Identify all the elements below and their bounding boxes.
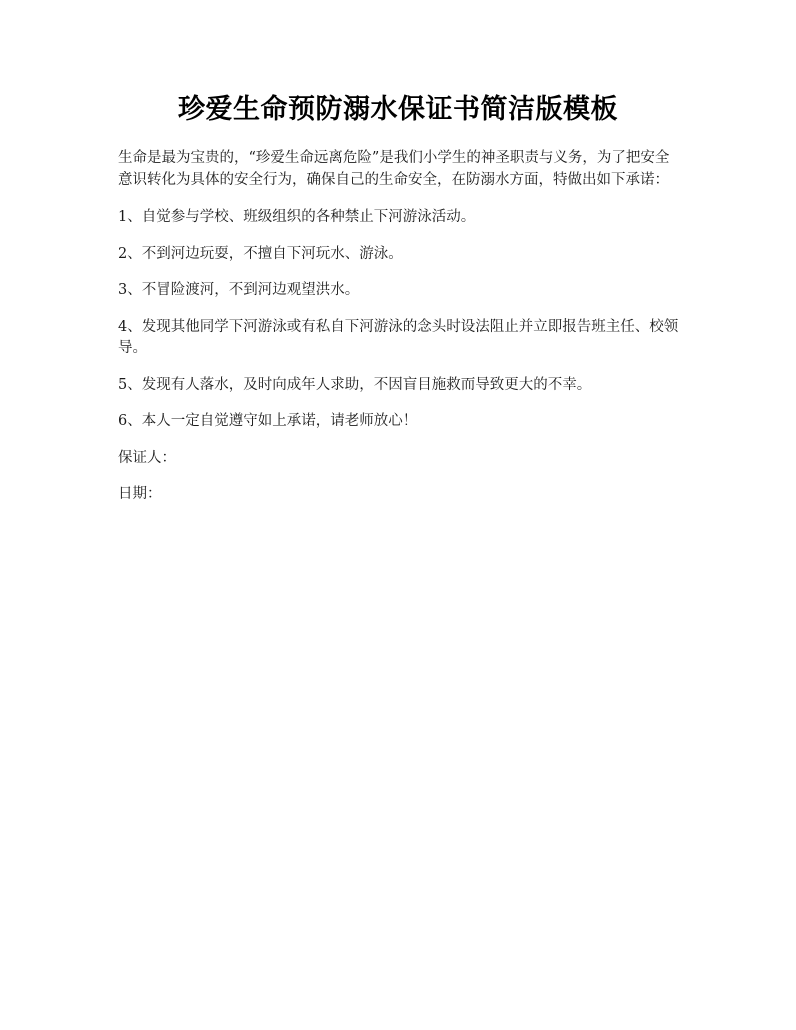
pledge-item-4: 4、发现其他同学下河游泳或有私自下河游泳的念头时设法阻止并立即报告班主任、校领导。	[118, 318, 679, 356]
pledge-item-2: 2、不到河边玩耍，不擅自下河玩水、游泳。	[118, 245, 403, 262]
guarantor-label: 保证人：	[118, 449, 176, 466]
pledge-item-1: 1、自觉参与学校、班级组织的各种禁止下河游泳活动。	[118, 209, 476, 225]
document-body	[118, 148, 680, 521]
date-label: 日期：	[118, 486, 162, 502]
document-title: 珍爱生命预防溺水保证书简洁版模板	[178, 94, 618, 125]
pledge-item-6: 6、本人一定自觉遵守如上承诺，请老师放心！	[118, 413, 418, 429]
pledge-item-5: 5、发现有人落水，及时向成年人求助，不因盲目施救而导致更大的不幸。	[118, 376, 592, 393]
pledge-item-3: 3、不冒险渡河，不到河边观望洪水。	[118, 282, 360, 298]
intro-paragraph: 生命是最为宝贵的，“珍爱生命远离危险”是我们小学生的神圣职责与义务，为了把安全意识转化为具体的安全行为，确保自己的生命安全，在防溺水方面，特做出如下承诺：	[118, 150, 670, 188]
